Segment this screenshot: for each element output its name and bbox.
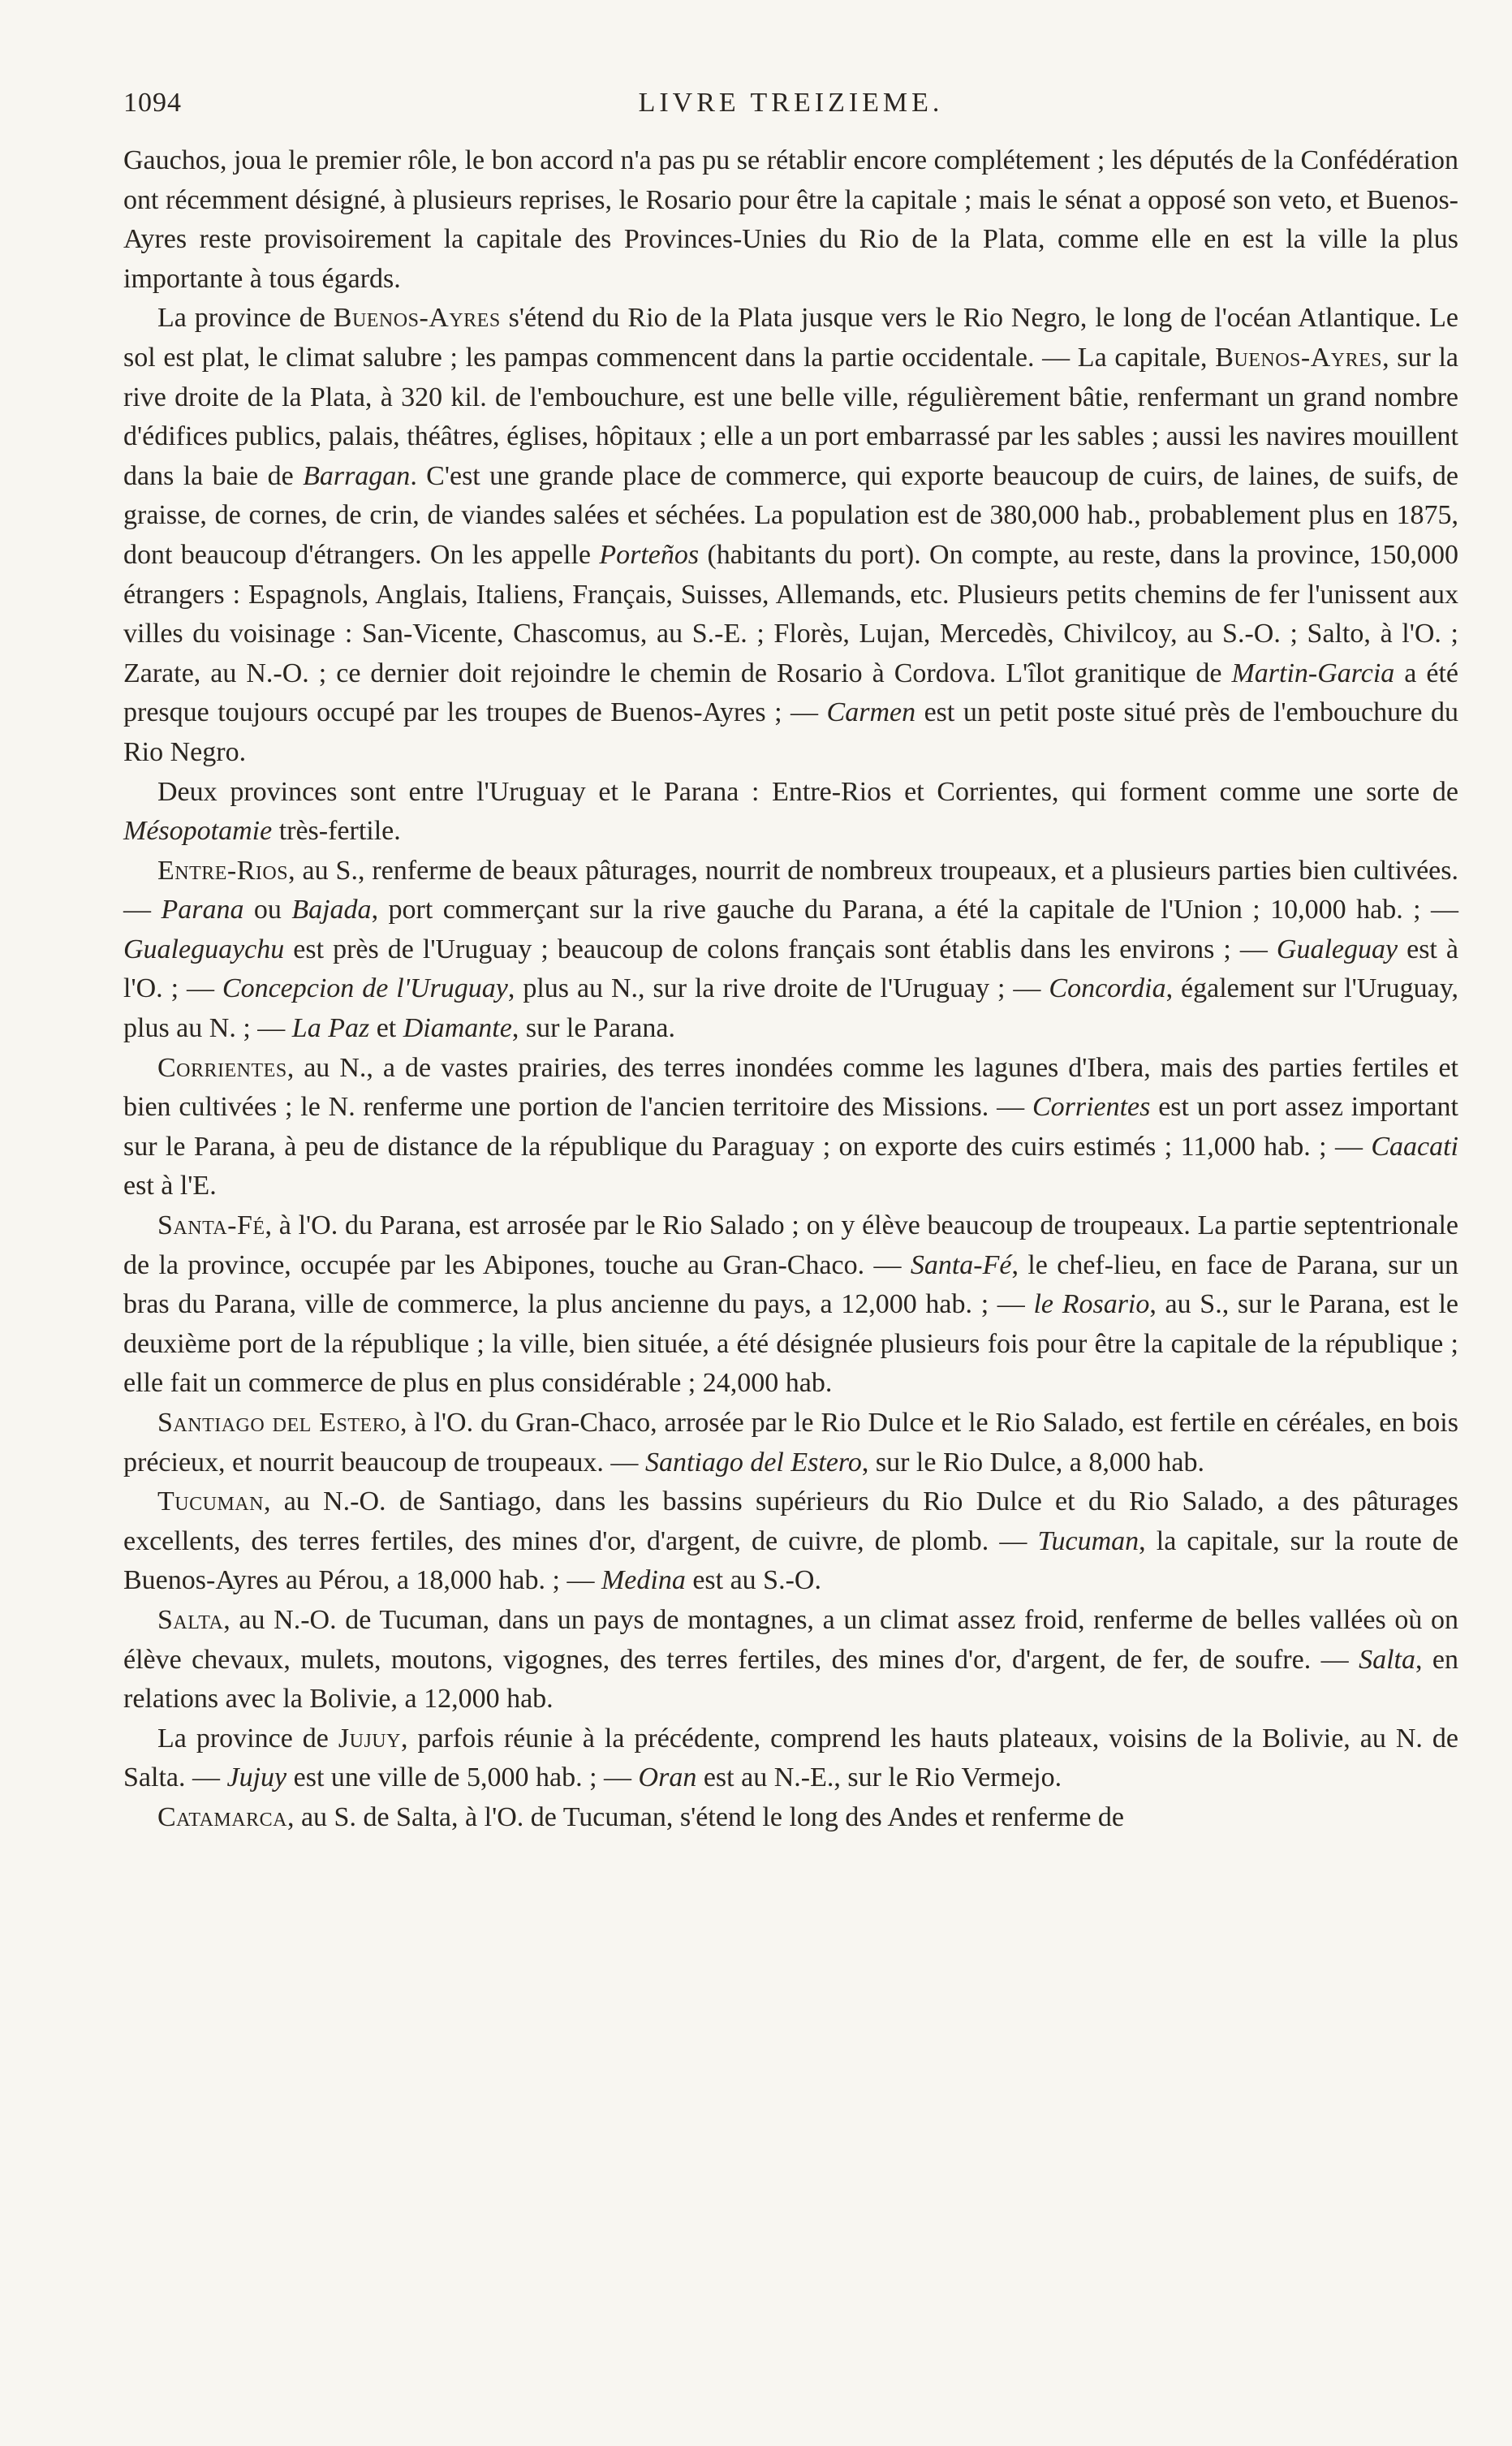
text-run: Gauchos, joua le premier rôle, le bon accord n'a pas pu se rétablir encore complétement ; les députés de la Confédération ont récemment désigné, à plusieurs reprises, le Rosario pour être la capitale ; mais le sénat a opposé son veto, et Buenos-Ayres reste provisoirement la capitale des Provinces-Unies du Rio de la Plata, comme elle en est la ville la plus importante à tous égards.: [123, 145, 1458, 294]
small-caps-text: Santiago del Estero: [157, 1408, 401, 1438]
paragraph: [123, 1601, 1458, 1719]
italic-text: Medina: [601, 1565, 686, 1596]
paragraph: [123, 1404, 1458, 1482]
italic-text: Porteños: [599, 539, 700, 570]
text-run: est un port assez important sur le Parana, à peu de distance de la république du Paraguay ; on exporte des cuirs estimés ; 11,000 hab. ; —: [123, 1092, 1458, 1162]
text-run: Deux provinces sont entre l'Uruguay et le Parana : Entre-Rios et Corrientes, qui forment comme une sorte de: [157, 776, 1458, 807]
italic-text: le Rosario: [1033, 1289, 1150, 1320]
text-run: , sur le Parana.: [511, 1013, 675, 1044]
text-run: est une ville de 5,000 hab. ; —: [286, 1762, 639, 1793]
text-run: et: [369, 1013, 403, 1044]
text-run: , au S., renferme de beaux pâturages, nourrit de nombreux troupeaux, et a plusieurs parties bien cultivées. —: [123, 855, 1458, 925]
body-text: [123, 141, 1458, 1838]
small-caps-text: Buenos-Ayres: [333, 303, 501, 334]
text-run: , au N., a de vastes prairies, des terres inondées comme les lagunes d'Ibera, mais des parties fertiles et bien cultivées ; le N. renferme une portion de l'ancien territoire des Missions. —: [123, 1052, 1458, 1123]
paragraph: [123, 299, 1458, 772]
text-run: très-fertile.: [272, 816, 401, 847]
text-run: est à l'O. ; —: [123, 934, 1458, 1004]
text-run: , également sur l'Uruguay, plus au N. ; —: [123, 973, 1458, 1044]
italic-text: Concepcion de l'Uruguay: [222, 973, 508, 1004]
italic-text: Salta: [1359, 1644, 1415, 1675]
paragraph: [123, 1049, 1458, 1206]
paragraph: [123, 141, 1458, 299]
text-run: , au S., sur le Parana, est le deuxième port de la république ; la ville, bien située, a été désignée plusieurs fois pour être la capitale de la république ; elle fait un commerce de plus en plus considérable ; 24,000 hab.: [123, 1289, 1458, 1399]
text-run: , le chef-lieu, en face de Parana, sur un bras du Parana, ville de commerce, la plus ancienne du pays, a 12,000 hab. ; —: [123, 1249, 1459, 1320]
text-run: , sur le Rio Dulce, a 8,000 hab.: [861, 1447, 1204, 1478]
small-caps-text: Jujuy: [338, 1723, 401, 1754]
text-run: , au S. de Salta, à l'O. de Tucuman, s'étend le long des Andes et renferme de: [286, 1801, 1125, 1832]
paragraph: [123, 1719, 1458, 1798]
small-caps-text: Santa-Fé: [157, 1210, 265, 1241]
small-caps-text: Tucuman: [157, 1486, 264, 1517]
italic-text: Jujuy: [226, 1762, 287, 1793]
text-run: , la capitale, sur la route de Buenos-Ayres au Pérou, a 18,000 hab. ; —: [123, 1525, 1458, 1596]
italic-text: Concordia: [1049, 973, 1166, 1004]
paragraph: [123, 1482, 1458, 1601]
text-run: est un petit poste situé près de l'embouchure du Rio Negro.: [123, 697, 1458, 767]
small-caps-text: Entre-Rios: [157, 855, 289, 886]
text-run: , sur la rive droite de la Plata, à 320 kil. de l'embouchure, est une belle ville, régulièrement bâtie, renfermant un grand nombre d'édifices publics, palais, théâtres, églises, hôpitaux ; elle a un port embarrassé par les sables ; aussi les navires mouillent dans la baie de: [123, 342, 1458, 491]
text-run: , port commerçant sur la rive gauche du Parana, a été la capitale de l'Union ; 10,000 hab. ; —: [371, 895, 1459, 925]
italic-text: Martin-Garcia: [1231, 658, 1395, 688]
text-run: est près de l'Uruguay ; beaucoup de colons français sont établis dans les environs ; —: [284, 934, 1277, 964]
italic-text: Diamante: [403, 1013, 512, 1044]
italic-text: Parana: [161, 895, 244, 925]
small-caps-text: Catamarca: [157, 1801, 287, 1832]
text-run: , au N.-O. de Santiago, dans les bassins supérieurs du Rio Dulce et du Rio Salado, a des pâturages excellents, des terres fertiles, des mines d'or, d'argent, de cuivre, de plomb. —: [123, 1486, 1458, 1556]
text-run: , au N.-O. de Tucuman, dans un pays de montagnes, a un climat assez froid, renferme de belles vallées où on élève chevaux, mulets, moutons, vigognes, des terres fertiles, des mines d'or, d'argent, de fer, de soufre. —: [123, 1604, 1458, 1675]
small-caps-text: Buenos-Ayres: [1215, 342, 1383, 373]
text-run: , parfois réunie à la précédente, comprend les hauts plateaux, voisins de la Bolivie, au N. de Salta. —: [123, 1723, 1458, 1793]
italic-text: Mésopotamie: [123, 816, 273, 847]
text-run: s'étend du Rio de la Plata jusque vers le Rio Negro, le long de l'océan Atlantique. Le sol est plat, le climat salubre ; les pampas commencent dans la partie occidentale. — La capitale,: [123, 303, 1459, 373]
italic-text: Gualeguaychu: [123, 934, 285, 964]
italic-text: Carmen: [826, 697, 916, 728]
text-run: (habitants du port). On compte, au reste, dans la province, 150,000 étrangers : Espagnols, Anglais, Italiens, Français, Suisses, Allemands, etc. Plusieurs petits chemins de fer l'unissent aux villes du voisinage : San-Vicente, Chascomus, au S.-E. ; Florès, Lujan, Mercedès, Chivilcoy, au S.-O. ; Salto, à l'O. ; Zarate, au N.-O. ; ce dernier doit rejoindre le chemin de Rosario à Cordova. L'îlot granitique de: [123, 539, 1458, 688]
page-header: [123, 88, 1458, 123]
running-title: LIVRE TREIZIEME.: [638, 88, 944, 118]
text-run: est à l'E.: [123, 1171, 217, 1201]
text-run: ou: [243, 895, 292, 925]
italic-text: Barragan: [303, 460, 411, 491]
text-run: a été presque toujours occupé par les troupes de Buenos-Ayres ; —: [123, 658, 1458, 728]
italic-text: Santa-Fé: [910, 1249, 1012, 1280]
text-run: , à l'O. du Parana, est arrosée par le Rio Salado ; on y élève beaucoup de troupeaux. La partie septentrionale de la province, occupée par les Abipones, touche au Gran-Chaco. —: [123, 1210, 1458, 1280]
italic-text: Gualeguay: [1276, 934, 1398, 964]
italic-text: Tucuman: [1037, 1525, 1139, 1556]
italic-text: La Paz: [291, 1013, 370, 1044]
text-run: est au N.-E., sur le Rio Vermejo.: [696, 1762, 1062, 1793]
paragraph: [123, 852, 1458, 1049]
text-run: . C'est une grande place de commerce, qui exporte beaucoup de cuirs, de laines, de suifs, de graisse, de cornes, de crin, de viandes salées et séchées. La population est de 380,000 hab., probablement plus en 1875, dont beaucoup d'étrangers. On les appelle: [123, 460, 1459, 570]
small-caps-text: Corrientes: [157, 1052, 287, 1083]
italic-text: Bajada: [291, 895, 372, 925]
text-run: , à l'O. du Gran-Chaco, arrosée par le Rio Dulce et le Rio Salado, est fertile en céréales, en bois précieux, et nourrit beaucoup de troupeaux. —: [123, 1408, 1458, 1478]
text-run: La province de: [157, 1723, 338, 1754]
italic-text: Santiago del Estero: [644, 1447, 862, 1478]
paragraph: [123, 1206, 1458, 1404]
page-number: 1094: [123, 88, 182, 118]
italic-text: Corrientes: [1032, 1092, 1151, 1123]
text-run: La province de: [157, 303, 334, 334]
paragraph: [123, 1798, 1458, 1838]
text-run: , plus au N., sur la rive droite de l'Uruguay ; —: [507, 973, 1049, 1004]
text-run: est au S.-O.: [685, 1565, 821, 1596]
text-run: , en relations avec la Bolivie, a 12,000 hab.: [123, 1644, 1458, 1715]
italic-text: Caacati: [1371, 1131, 1458, 1162]
small-caps-text: Salta: [157, 1604, 224, 1635]
italic-text: Oran: [638, 1762, 697, 1793]
paragraph: [123, 773, 1458, 852]
